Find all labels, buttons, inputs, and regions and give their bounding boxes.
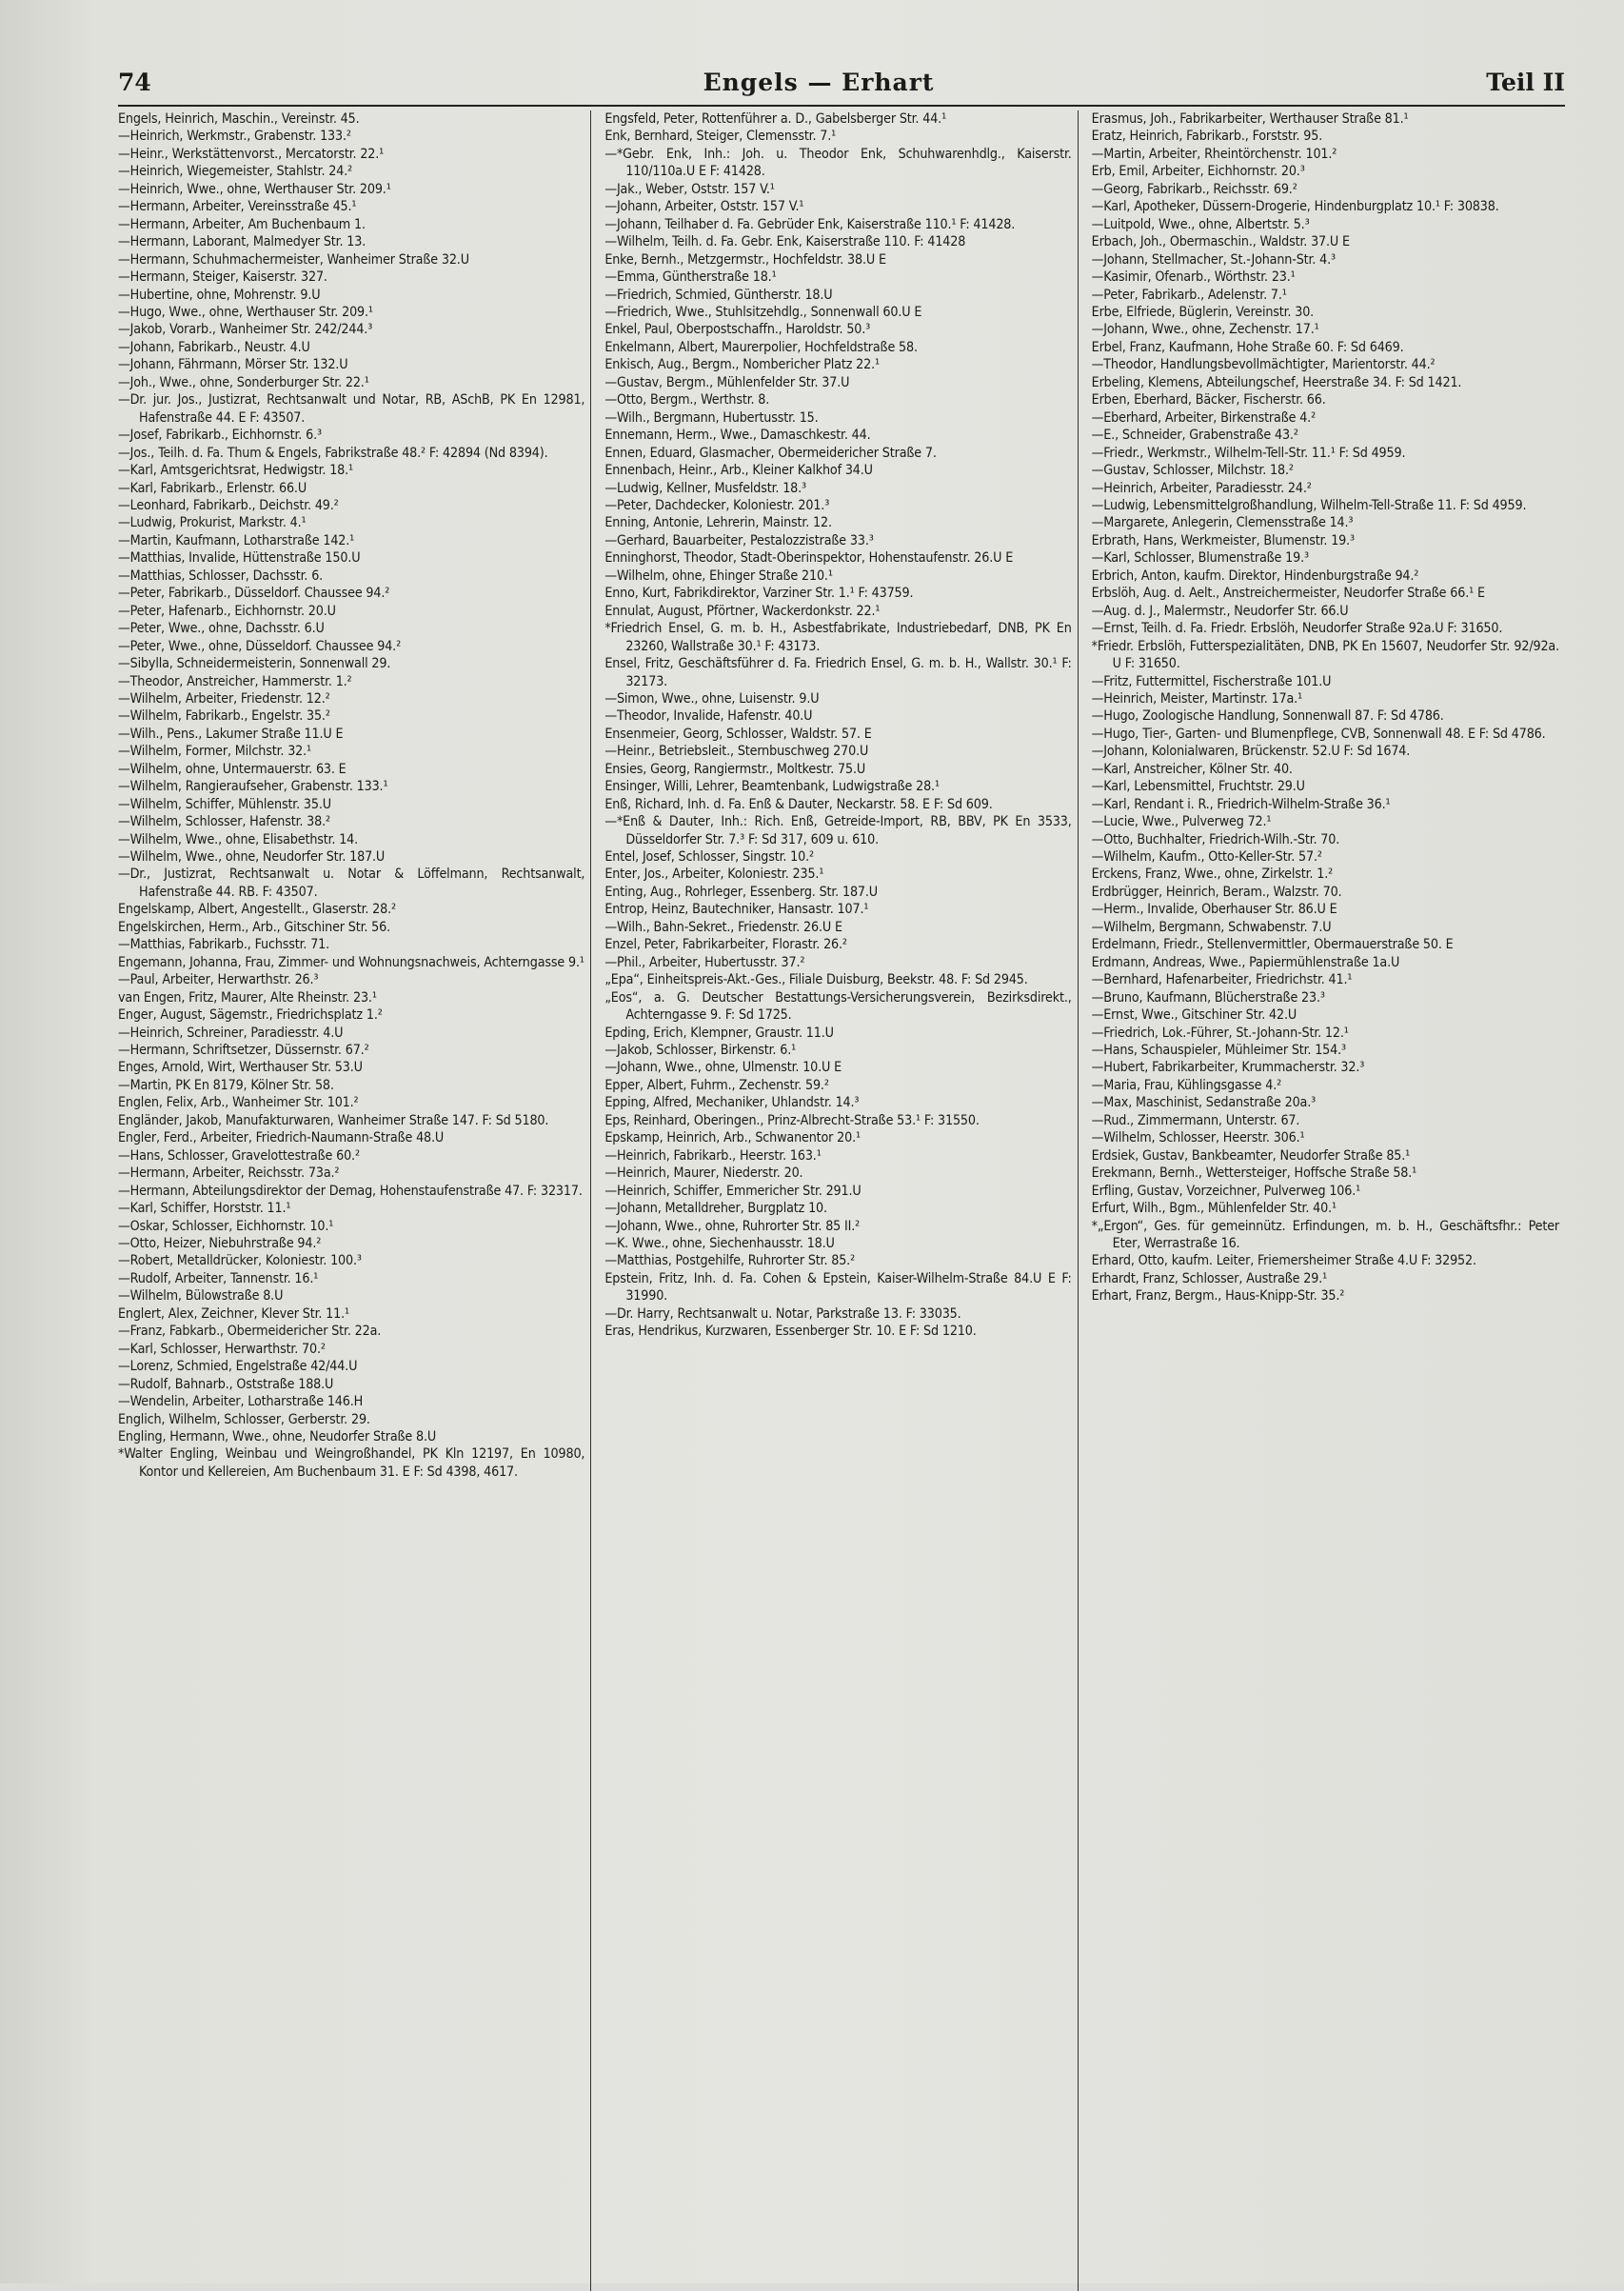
directory-entry: —Phil., Arbeiter, Hubertusstr. 37.²	[604, 954, 805, 970]
directory-entry: van Engen, Fritz, Maurer, Alte Rheinstr. 23.¹	[118, 989, 377, 1006]
directory-entry: —Gerhard, Bauarbeiter, Pestalozzistraße 33.³	[604, 532, 874, 548]
directory-entry: Enzel, Peter, Fabrikarbeiter, Florastr. 26.²	[604, 937, 847, 953]
directory-entry: Epskamp, Heinrich, Arb., Schwanentor 20.¹	[604, 1130, 861, 1146]
directory-entry: Engler, Ferd., Arbeiter, Friedrich-Naumann-Straße 48.U	[118, 1130, 445, 1146]
directory-entry: —Georg, Fabrikarb., Reichsstr. 69.²	[1091, 181, 1297, 197]
directory-entry: Enkisch, Aug., Bergm., Nombericher Platz 22.¹	[604, 357, 880, 373]
directory-entry: Eratz, Heinrich, Fabrikarb., Forststr. 95.	[1091, 129, 1323, 145]
directory-entry: —Theodor, Anstreicher, Hammerstr. 1.²	[118, 673, 352, 689]
directory-entry: —Wilhelm, Bülowstraße 8.U	[118, 1288, 284, 1305]
directory-entry: —Hermann, Arbeiter, Reichsstr. 73a.²	[118, 1165, 340, 1182]
directory-entry: Engländer, Jakob, Manufakturwaren, Wanheimer Straße 147. F: Sd 5180.	[118, 1112, 549, 1128]
directory-entry: —Heinrich, Arbeiter, Paradiesstr. 24.²	[1091, 480, 1312, 496]
directory-entry: —Matthias, Invalide, Hüttenstraße 150.U	[118, 550, 361, 567]
directory-entry: *Walter Engling, Weinbau und Weingroßhandel, PK Kln 12197, En 10980, Kontor und Kellereien, Am Buchenbaum 31. E F: Sd 4398, 4617.	[118, 1446, 585, 1480]
directory-entry: Enkelmann, Albert, Maurerpolier, Hochfeldstraße 58.	[604, 339, 918, 355]
directory-entry: Erbrath, Hans, Werkmeister, Blumenstr. 19.³	[1091, 532, 1356, 548]
directory-entry: —Wilhelm, Schiffer, Mühlenstr. 35.U	[118, 796, 331, 812]
directory-entry: Eps, Reinhard, Oberingen., Prinz-Albrecht-Straße 53.¹ F: 31550.	[604, 1112, 980, 1128]
directory-entry: Enges, Arnold, Wirt, Werthauser Str. 53.U	[118, 1060, 363, 1076]
directory-entry: —Martin, Kaufmann, Lotharstraße 142.¹	[118, 532, 355, 548]
directory-entry: Erbe, Elfriede, Büglerin, Vereinstr. 30.	[1091, 304, 1315, 320]
directory-entry: —Hugo, Tier-, Garten- und Blumenpflege, CVB, Sonnenwall 48. E F: Sd 4786.	[1091, 726, 1546, 742]
directory-entry: —Karl, Apotheker, Düssern-Drogerie, Hindenburgplatz 10.¹ F: 30838.	[1091, 199, 1499, 215]
directory-entry: —Aug. d. J., Malermstr., Neudorfer Str. 66.U	[1091, 603, 1349, 619]
directory-entry: Enno, Kurt, Fabrikdirektor, Varziner Str. 1.¹ F: 43759.	[604, 586, 914, 602]
directory-entry: Erasmus, Joh., Fabrikarbeiter, Werthauser Straße 81.¹	[1091, 111, 1409, 127]
directory-entry: —Karl, Schiffer, Horststr. 11.¹	[118, 1201, 291, 1217]
directory-entry: —Matthias, Postgehilfe, Ruhrorter Str. 85.²	[604, 1253, 856, 1269]
directory-entry: —Dr. jur. Jos., Justizrat, Rechtsanwalt und Notar, RB, ASchB, PK En 12981, Hafenstraße 44. E F: 43507.	[118, 392, 585, 426]
directory-entry: Englen, Felix, Arb., Wanheimer Str. 101.²	[118, 1095, 359, 1111]
directory-entry: *„Ergon“, Ges. für gemeinnütz. Erfindungen, m. b. H., Geschäftsfhr.: Peter Eter, Werrastraße 16.	[1091, 1218, 1559, 1251]
directory-entry: Enkel, Paul, Oberpostschaffn., Haroldstr. 50.³	[604, 322, 871, 338]
directory-entry: —Ludwig, Kellner, Musfeldstr. 18.³	[604, 480, 807, 496]
part-label: Teil II	[1486, 69, 1565, 96]
directory-entry: Erb, Emil, Arbeiter, Eichhornstr. 20.³	[1091, 164, 1305, 180]
directory-entry: —Johann, Teilhaber d. Fa. Gebrüder Enk, Kaiserstraße 110.¹ F: 41428.	[604, 216, 1016, 232]
page-number: 74	[118, 69, 151, 96]
directory-entry: —Karl, Fabrikarb., Erlenstr. 66.U	[118, 480, 307, 496]
directory-columns	[118, 110, 1565, 2291]
directory-entry: Enger, August, Sägemstr., Friedrichsplatz 1.²	[118, 1007, 383, 1024]
directory-entry: —Luitpold, Wwe., ohne, Albertstr. 5.³	[1091, 216, 1310, 232]
directory-entry: —Jak., Weber, Oststr. 157 V.¹	[604, 181, 775, 197]
directory-entry: Epper, Albert, Fuhrm., Zechenstr. 59.²	[604, 1077, 829, 1093]
directory-entry: Erhardt, Franz, Schlosser, Austraße 29.¹	[1091, 1270, 1328, 1286]
directory-entry: —Hubert, Fabrikarbeiter, Krummacherstr. 32.³	[1091, 1060, 1365, 1076]
directory-entry: —Friedrich, Wwe., Stuhlsitzehdlg., Sonnenwall 60.U E	[604, 304, 922, 320]
directory-entry: —Johann, Fabrikarb., Neustr. 4.U	[118, 339, 310, 355]
directory-entry: —*Enß & Dauter, Inh.: Rich. Enß, Getreide-Import, RB, BBV, PK En 3533, Düsseldorfer Str. 7.³ F: Sd 317, 609 u. 610.	[604, 814, 1072, 847]
directory-entry: —Wendelin, Arbeiter, Lotharstraße 146.H	[118, 1394, 364, 1410]
directory-entry: —Emma, Güntherstraße 18.¹	[604, 269, 777, 286]
directory-entry: —Ernst, Teilh. d. Fa. Friedr. Erbslöh, Neudorfer Straße 92a.U F: 31650.	[1091, 621, 1503, 637]
page-title: Engels — Erhart	[703, 69, 935, 96]
directory-entry: Engsfeld, Peter, Rottenführer a. D., Gabelsberger Str. 44.¹	[604, 111, 947, 127]
directory-entry: —Ludwig, Lebensmittelgroßhandlung, Wilhelm-Tell-Straße 11. F: Sd 4959.	[1091, 497, 1527, 513]
directory-entry: —Friedr., Werkmstr., Wilhelm-Tell-Str. 11.¹ F: Sd 4959.	[1091, 445, 1406, 461]
directory-entry: —Matthias, Schlosser, Dachsstr. 6.	[118, 568, 324, 584]
directory-entry: —Wilhelm, Arbeiter, Friedenstr. 12.²	[118, 690, 330, 707]
directory-entry: —Heinrich, Fabrikarb., Heerstr. 163.¹	[604, 1147, 822, 1164]
directory-entry: Entel, Josef, Schlosser, Singstr. 10.²	[604, 849, 814, 866]
directory-entry: —Hermann, Arbeiter, Vereinsstraße 45.¹	[118, 199, 357, 215]
directory-entry: Engels, Heinrich, Maschin., Vereinstr. 45.	[118, 111, 360, 127]
directory-entry: —Johann, Wwe., ohne, Zechenstr. 17.¹	[1091, 322, 1319, 338]
directory-entry: —Wilhelm, ohne, Ehinger Straße 210.¹	[604, 568, 833, 584]
directory-entry: Enting, Aug., Rohrleger, Essenberg. Str. 187.U	[604, 884, 878, 900]
directory-entry: Erdsiek, Gustav, Bankbeamter, Neudorfer Straße 85.¹	[1091, 1147, 1411, 1164]
directory-entry: —Otto, Buchhalter, Friedrich-Wilh.-Str. 70.	[1091, 831, 1340, 847]
directory-entry: —Oskar, Schlosser, Eichhornstr. 10.¹	[118, 1218, 334, 1234]
directory-entry: —Johann, Arbeiter, Oststr. 157 V.¹	[604, 199, 804, 215]
directory-entry: —Peter, Dachdecker, Koloniestr. 201.³	[604, 497, 830, 513]
directory-entry: Engemann, Johanna, Frau, Zimmer- und Wohnungsnachweis, Achterngasse 9.¹	[118, 954, 584, 970]
directory-entry: Erhard, Otto, kaufm. Leiter, Friemersheimer Straße 4.U F: 32952.	[1091, 1253, 1476, 1269]
directory-entry: —Hubertine, ohne, Mohrenstr. 9.U	[118, 287, 321, 303]
directory-entry: —K. Wwe., ohne, Siechenhausstr. 18.U	[604, 1236, 835, 1251]
directory-entry: Ennemann, Herm., Wwe., Damaschkestr. 44.	[604, 428, 871, 444]
directory-entry: Erfling, Gustav, Vorzeichner, Pulverweg 106.¹	[1091, 1183, 1361, 1199]
directory-entry: —Jos., Teilh. d. Fa. Thum & Engels, Fabrikstraße 48.² F: 42894 (Nd 8394).	[118, 445, 548, 461]
directory-entry: Eras, Hendrikus, Kurzwaren, Essenberger Str. 10. E F: Sd 1210.	[604, 1324, 977, 1340]
directory-entry: —Wilh., Bergmann, Hubertusstr. 15.	[604, 409, 819, 426]
directory-entry: —Johann, Wwe., ohne, Ruhrorter Str. 85 II.²	[604, 1218, 861, 1234]
directory-entry: —*Gebr. Enk, Inh.: Joh. u. Theodor Enk, Schuhwarenhdlg., Kaiserstr. 110/110a.U E F: 41428.	[604, 146, 1072, 180]
page-header	[118, 69, 1565, 107]
directory-entry: —Sibylla, Schneidermeisterin, Sonnenwall 29.	[118, 656, 391, 672]
directory-entry: Epstein, Fritz, Inh. d. Fa. Cohen & Epstein, Kaiser-Wilhelm-Straße 84.U E F: 31990.	[604, 1270, 1072, 1305]
directory-entry: Engelskamp, Albert, Angestellt., Glaserstr. 28.²	[118, 902, 396, 918]
directory-entry: Enke, Bernh., Metzgermstr., Hochfeldstr. 38.U E	[604, 251, 886, 268]
directory-entry: Ennulat, August, Pförtner, Wackerdonkstr. 22.¹	[604, 603, 881, 619]
directory-entry: Erben, Eberhard, Bäcker, Fischerstr. 66.	[1091, 392, 1326, 408]
directory-entry: —Maria, Frau, Kühlingsgasse 4.²	[1091, 1077, 1282, 1093]
directory-entry: Erhart, Franz, Bergm., Haus-Knipp-Str. 35.²	[1091, 1288, 1345, 1305]
column-3	[1092, 110, 1565, 2291]
directory-entry: Engelskirchen, Herm., Arb., Gitschiner Str. 56.	[118, 919, 391, 935]
directory-entry: —Franz, Fabkarb., Obermeidericher Str. 22a.	[118, 1324, 382, 1340]
directory-entry: Erckens, Franz, Wwe., ohne, Zirkelstr. 1.²	[1091, 867, 1334, 883]
directory-entry: Enninghorst, Theodor, Stadt-Oberinspektor, Hohenstaufenstr. 26.U E	[604, 550, 1014, 567]
directory-entry: —Martin, Arbeiter, Rheintörchenstr. 101.²	[1091, 146, 1337, 162]
directory-entry: Ennen, Eduard, Glasmacher, Obermeidericher Straße 7.	[604, 445, 937, 461]
directory-entry: —Ludwig, Prokurist, Markstr. 4.¹	[118, 515, 307, 531]
directory-entry: —Theodor, Handlungsbevollmächtigter, Marientorstr. 44.²	[1091, 357, 1436, 373]
directory-entry: —Robert, Metalldrücker, Koloniestr. 100.³	[118, 1253, 362, 1269]
directory-entry: Erbach, Joh., Obermaschin., Waldstr. 37.U E	[1091, 234, 1350, 250]
directory-entry: —Margarete, Anlegerin, Clemensstraße 14.³	[1091, 515, 1354, 531]
directory-entry: Enter, Jos., Arbeiter, Koloniestr. 235.¹	[604, 867, 824, 883]
directory-entry: Erekmann, Bernh., Wettersteiger, Hoffsche Straße 58.¹	[1091, 1165, 1417, 1182]
directory-entry: —Hans, Schlosser, Gravelottestraße 60.²	[118, 1147, 360, 1164]
directory-entry: —Josef, Fabrikarb., Eichhornstr. 6.³	[118, 428, 322, 444]
directory-entry: —Kasimir, Ofenarb., Wörthstr. 23.¹	[1091, 269, 1296, 286]
directory-entry: —Peter, Wwe., ohne, Dachsstr. 6.U	[118, 621, 325, 637]
directory-entry: —Lucie, Wwe., Pulverweg 72.¹	[1091, 814, 1272, 830]
directory-entry: —Wilhelm, Teilh. d. Fa. Gebr. Enk, Kaiserstraße 110. F: 41428	[604, 234, 966, 250]
directory-entry: Erfurt, Wilh., Bgm., Mühlenfelder Str. 40.¹	[1091, 1201, 1337, 1217]
directory-entry: —Wilh., Pens., Lakumer Straße 11.U E	[118, 726, 344, 742]
directory-entry: —Max, Maschinist, Sedanstraße 20a.³	[1091, 1095, 1317, 1111]
directory-entry: —Johann, Wwe., ohne, Ulmenstr. 10.U E	[604, 1060, 842, 1076]
directory-entry: —Heinrich, Maurer, Niederstr. 20.	[604, 1165, 803, 1182]
directory-entry: —Peter, Fabrikarb., Düsseldorf. Chaussee 94.²	[118, 586, 390, 602]
directory-entry: Englich, Wilhelm, Schlosser, Gerberstr. 29.	[118, 1411, 370, 1427]
directory-entry: —Friedrich, Lok.-Führer, St.-Johann-Str. 12.¹	[1091, 1025, 1349, 1041]
directory-entry: —Hugo, Wwe., ohne, Werthauser Str. 209.¹	[118, 304, 373, 320]
directory-entry: —Johann, Stellmacher, St.-Johann-Str. 4.³	[1091, 251, 1336, 268]
directory-entry: Engling, Hermann, Wwe., ohne, Neudorfer Straße 8.U	[118, 1428, 437, 1444]
directory-entry: —Hugo, Zoologische Handlung, Sonnenwall 87. F: Sd 4786.	[1091, 708, 1444, 725]
directory-entry: —Karl, Schlosser, Herwarthstr. 70.²	[118, 1341, 326, 1357]
directory-entry: Enning, Antonie, Lehrerin, Mainstr. 12.	[604, 515, 832, 531]
directory-entry: —Eberhard, Arbeiter, Birkenstraße 4.²	[1091, 409, 1317, 426]
directory-entry: —Wilhelm, Rangieraufseher, Grabenstr. 133.¹	[118, 779, 388, 795]
directory-entry: Ensinger, Willi, Lehrer, Beamtenbank, Ludwigstraße 28.¹	[604, 779, 940, 795]
directory-entry: —Rud., Zimmermann, Unterstr. 67.	[1091, 1112, 1300, 1128]
directory-entry: —Hermann, Schriftsetzer, Düssernstr. 67.²	[118, 1043, 369, 1059]
directory-entry: Englert, Alex, Zeichner, Klever Str. 11.¹	[118, 1305, 349, 1322]
directory-entry: —Hermann, Abteilungsdirektor der Demag, Hohenstaufenstraße 47. F: 32317.	[118, 1183, 583, 1199]
directory-entry: —Hermann, Schuhmachermeister, Wanheimer Straße 32.U	[118, 251, 469, 268]
directory-entry: —Wilhelm, Fabrikarb., Engelstr. 35.²	[118, 708, 330, 725]
directory-entry: *Friedr. Erbslöh, Futterspezialitäten, DNB, PK En 15607, Neudorfer Str. 92/92a. U F: 31650.	[1091, 638, 1559, 672]
directory-entry: —Jakob, Schlosser, Birkenstr. 6.¹	[604, 1043, 797, 1059]
directory-entry: —Karl, Schlosser, Blumenstraße 19.³	[1091, 550, 1309, 567]
directory-entry: —Heinrich, Schiffer, Emmericher Str. 291.U	[604, 1183, 862, 1199]
directory-entry: —Karl, Rendant i. R., Friedrich-Wilhelm-Straße 36.¹	[1091, 796, 1391, 812]
directory-entry: Epding, Erich, Klempner, Graustr. 11.U	[604, 1025, 834, 1041]
directory-entry: Erbeling, Klemens, Abteilungschef, Heerstraße 34. F: Sd 1421.	[1091, 374, 1462, 390]
directory-entry: —Wilh., Bahn-Sekret., Friedenstr. 26.U E	[604, 919, 842, 935]
directory-entry: —Heinrich, Wiegemeister, Stahlstr. 24.²	[118, 164, 353, 180]
directory-entry: —Fritz, Futtermittel, Fischerstraße 101.U	[1091, 673, 1332, 689]
column-2	[604, 110, 1078, 2291]
directory-entry: —Wilhelm, Wwe., ohne, Neudorfer Str. 187.U	[118, 849, 386, 866]
directory-entry: *Friedrich Ensel, G. m. b. H., Asbestfabrikate, Industriebedarf, DNB, PK En 23260, Wallstraße 30.¹ F: 43173.	[604, 621, 1072, 654]
directory-entry: „Eos“, a. G. Deutscher Bestattungs-Versicherungsverein, Bezirksdirekt., Achterngasse 9. F: Sd 1725.	[604, 989, 1072, 1024]
directory-entry: —Joh., Wwe., ohne, Sonderburger Str. 22.¹	[118, 374, 369, 390]
directory-entry: —Gustav, Schlosser, Milchstr. 18.²	[1091, 463, 1294, 479]
directory-entry: —Hermann, Laborant, Malmedyer Str. 13.	[118, 234, 366, 250]
directory-entry: —Otto, Bergm., Werthstr. 8.	[604, 392, 770, 408]
directory-entry: —Peter, Hafenarb., Eichhornstr. 20.U	[118, 603, 336, 619]
directory-entry: —Herm., Invalide, Oberhauser Str. 86.U E	[1091, 902, 1337, 918]
directory-entry: —Heinrich, Wwe., ohne, Werthauser Str. 209.¹	[118, 181, 391, 197]
directory-entry: —Heinrich, Schreiner, Paradiesstr. 4.U	[118, 1025, 344, 1041]
directory-entry: —Hermann, Arbeiter, Am Buchenbaum 1.	[118, 216, 366, 232]
column-1	[118, 110, 591, 2291]
directory-entry: —Rudolf, Arbeiter, Tannenstr. 16.¹	[118, 1270, 319, 1286]
directory-entry: Erdelmann, Friedr., Stellenvermittler, Obermauerstraße 50. E	[1091, 937, 1454, 953]
directory-entry: —Rudolf, Bahnarb., Oststraße 188.U	[118, 1376, 334, 1392]
directory-entry: —E., Schneider, Grabenstraße 43.²	[1091, 428, 1298, 444]
directory-entry: —Johann, Fährmann, Mörser Str. 132.U	[118, 357, 348, 373]
directory-entry: „Epa“, Einheitspreis-Akt.-Ges., Filiale Duisburg, Beekstr. 48. F: Sd 2945.	[604, 972, 1028, 988]
directory-entry: —Wilhelm, Former, Milchstr. 32.¹	[118, 744, 312, 760]
directory-entry: —Bruno, Kaufmann, Blücherstraße 23.³	[1091, 989, 1325, 1006]
directory-entry: —Simon, Wwe., ohne, Luisenstr. 9.U	[604, 690, 820, 707]
directory-entry: —Karl, Lebensmittel, Fruchtstr. 29.U	[1091, 779, 1305, 795]
directory-entry: —Friedrich, Schmied, Güntherstr. 18.U	[604, 287, 833, 303]
directory-entry: Ensenmeier, Georg, Schlosser, Waldstr. 57. E	[604, 726, 872, 742]
directory-entry: —Ernst, Wwe., Gitschiner Str. 42.U	[1091, 1007, 1297, 1024]
directory-entry: —Jakob, Vorarb., Wanheimer Str. 242/244.³	[118, 322, 373, 338]
directory-entry: —Peter, Fabrikarb., Adelenstr. 7.¹	[1091, 287, 1287, 303]
directory-entry: Erbslöh, Aug. d. Aelt., Anstreichermeister, Neudorfer Straße 66.¹ E	[1091, 586, 1485, 602]
directory-entry: —Wilhelm, ohne, Untermauerstr. 63. E	[118, 761, 347, 777]
directory-entry: —Theodor, Invalide, Hafenstr. 40.U	[604, 708, 813, 725]
directory-entry: —Lorenz, Schmied, Engelstraße 42/44.U	[118, 1359, 358, 1375]
directory-entry: —Heinrich, Meister, Martinstr. 17a.¹	[1091, 690, 1303, 707]
directory-entry: Erbrich, Anton, kaufm. Direktor, Hindenburgstraße 94.²	[1091, 568, 1419, 584]
directory-entry: Erdmann, Andreas, Wwe., Papiermühlenstraße 1a.U	[1091, 954, 1400, 970]
directory-entry: Enk, Bernhard, Steiger, Clemensstr. 7.¹	[604, 129, 837, 145]
directory-entry: —Peter, Wwe., ohne, Düsseldorf. Chaussee 94.²	[118, 638, 402, 654]
directory-entry: —Dr. Harry, Rechtsanwalt u. Notar, Parkstraße 13. F: 33035.	[604, 1305, 961, 1322]
directory-entry: Enß, Richard, Inh. d. Fa. Enß & Dauter, Neckarstr. 58. E F: Sd 609.	[604, 796, 993, 812]
directory-entry: —Hans, Schauspieler, Mühleimer Str. 154.³	[1091, 1043, 1346, 1059]
directory-entry: Ensel, Fritz, Geschäftsführer d. Fa. Friedrich Ensel, G. m. b. H., Wallstr. 30.¹ F: 32173.	[604, 656, 1072, 689]
directory-entry: —Karl, Amtsgerichtsrat, Hedwigstr. 18.¹	[118, 463, 354, 479]
directory-entry: —Heinr., Betriebsleit., Sternbuschweg 270.U	[604, 744, 869, 760]
directory-entry: —Matthias, Fabrikarb., Fuchsstr. 71.	[118, 937, 330, 953]
directory-entry: —Johann, Kolonialwaren, Brückenstr. 52.U F: Sd 1674.	[1091, 744, 1411, 760]
directory-entry: —Wilhelm, Schlosser, Hafenstr. 38.²	[118, 814, 330, 830]
directory-entry: —Karl, Anstreicher, Kölner Str. 40.	[1091, 761, 1293, 777]
directory-entry: —Wilhelm, Kaufm., Otto-Keller-Str. 57.²	[1091, 849, 1322, 866]
directory-entry: —Bernhard, Hafenarbeiter, Friedrichstr. 41.¹	[1091, 972, 1353, 988]
directory-entry: —Leonhard, Fabrikarb., Deichstr. 49.²	[118, 497, 339, 513]
directory-entry: Entrop, Heinz, Bautechniker, Hansastr. 107.¹	[604, 902, 869, 918]
directory-entry: Erdbrügger, Heinrich, Beram., Walzstr. 70.	[1091, 884, 1342, 900]
directory-entry: —Martin, PK En 8179, Kölner Str. 58.	[118, 1077, 334, 1093]
directory-entry: —Wilhelm, Wwe., ohne, Elisabethstr. 14.	[118, 831, 359, 847]
directory-entry: Ennenbach, Heinr., Arb., Kleiner Kalkhof 34.U	[604, 463, 873, 479]
directory-entry: Ensies, Georg, Rangiermstr., Moltkestr. 75.U	[604, 761, 866, 777]
directory-entry: —Hermann, Steiger, Kaiserstr. 327.	[118, 269, 327, 286]
directory-entry: Erbel, Franz, Kaufmann, Hohe Straße 60. F: Sd 6469.	[1091, 339, 1404, 355]
directory-entry: —Heinrich, Werkmstr., Grabenstr. 133.²	[118, 129, 351, 145]
directory-entry: —Gustav, Bergm., Mühlenfelder Str. 37.U	[604, 374, 850, 390]
directory-entry: —Heinr., Werkstättenvorst., Mercatorstr. 22.¹	[118, 146, 385, 162]
directory-entry: —Wilhelm, Schlosser, Heerstr. 306.¹	[1091, 1130, 1305, 1146]
directory-entry: —Wilhelm, Bergmann, Schwabenstr. 7.U	[1091, 919, 1332, 935]
directory-entry: —Paul, Arbeiter, Herwarthstr. 26.³	[118, 972, 319, 988]
directory-entry: —Johann, Metalldreher, Burgplatz 10.	[604, 1201, 827, 1217]
directory-entry: Epping, Alfred, Mechaniker, Uhlandstr. 14.³	[604, 1095, 860, 1111]
directory-entry: —Otto, Heizer, Niebuhrstraße 94.²	[118, 1236, 322, 1251]
directory-entry: —Dr., Justizrat, Rechtsanwalt u. Notar & Löffelmann, Rechtsanwalt, Hafenstraße 44. RB. F: 43507.	[118, 867, 585, 900]
